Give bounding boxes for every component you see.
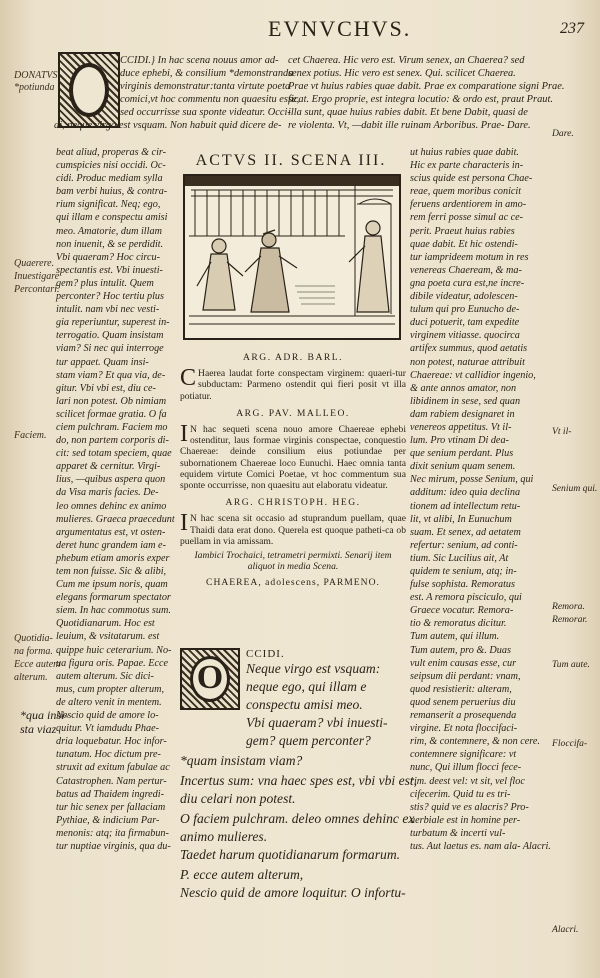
page-header	[0, 16, 600, 44]
commentary-line: Quotidianarum. Hoc est	[56, 618, 155, 630]
commentary-line: non inuenit, & se perdidit.	[56, 238, 164, 250]
commentary-line: leo omnes dehinc ex animo	[56, 500, 167, 512]
commentary-line: virginis demonstratur:tanta virtute poeta	[120, 81, 291, 92]
commentary-line: duce ephebi, & consilium *demonstranda	[120, 68, 294, 79]
commentary-line: dixit senium quam senem.	[410, 461, 516, 473]
commentary-line: Catastrophen. Nam pertur-	[56, 775, 167, 787]
marginal-note: Remora.	[552, 601, 585, 612]
commentary-line: quitur. Vt iamdudu Phae-	[56, 723, 159, 735]
verse-line: gem? quem perconter?	[246, 733, 371, 748]
commentary-line: qui illam e conspectu amisi	[56, 212, 168, 224]
commentary-line: turbatum & incerti vul-	[410, 827, 506, 839]
commentary-line: tus. Aut laetus es. nam ala- Alacri.	[410, 840, 551, 852]
commentary-line: gem? plus intulit. Quem	[56, 277, 154, 289]
commentary-line: artifex summus, quod aetatis	[410, 343, 528, 355]
commentary-line: senex potius. Hic vero est senex. Qui. scilicet Chaerea.	[288, 68, 516, 79]
commentary-line: est. A remora pisciculo, qui	[410, 592, 522, 604]
verse-line: Vbi quaeram? vbi inuesti-	[246, 715, 388, 730]
argument-text: IN hac sequeti scena nouo amore Chaereae ephebi ostenditur, laus formae virginis conspectae, conquestio Chaereae: deinde consilium eius potiundae per subornationem Chaereae loco Eunuchi. Haec omnia tanta equidem virtute Comici Poetae, vt hoc commentum sua sponte occurrisse, non quaesitu aut elaboratu videatur.	[180, 421, 406, 492]
argument-heading: ARG. CHRISTOPH. HEG.	[225, 497, 361, 509]
commentary-line: remanserit a prosequenda	[410, 710, 517, 722]
commentary-line: di, neque virgo est vsquam. Non habuit quid dicere de-	[54, 120, 282, 131]
commentary-line: tunatum. Hoc dictum pre-	[56, 749, 161, 761]
commentary-line: tur hic senex per fallaciam	[56, 801, 166, 813]
commentary-line: da Visa maris facies. De-	[56, 487, 159, 499]
commentary-line: mus, cum propter alterum,	[56, 683, 164, 695]
marginal-note: Remorar.	[552, 614, 588, 625]
marginal-note: *potiunda	[14, 82, 55, 93]
marginal-note: Tum aute.	[552, 659, 590, 670]
commentary-line: cifecerim. Quid tu es tri-	[410, 788, 511, 800]
commentary-line: Nescio quid de amore lo-	[56, 710, 159, 722]
commentary-line: dibile videatur, adolescen-	[410, 291, 518, 303]
commentary-line: ua figura oris. Papae. Ecce	[56, 657, 169, 669]
scene-arguments	[180, 346, 406, 589]
verse-line: Incertus sum: vna haec spes est, vbi vbi est,	[180, 773, 418, 788]
commentary-line: deret hunc grandem iam e-	[56, 539, 166, 551]
figure-center	[245, 230, 297, 312]
commentary-line: autem alterum. Sic dici-	[56, 670, 154, 682]
commentary-line: cit: sed totam speciem, quae	[56, 448, 172, 460]
verse-line: animo mulieres.	[180, 829, 268, 844]
commentary-line: reae, quem moribus conicit	[410, 186, 522, 198]
commentary-line: cet Chaerea. Hic vero est. Virum senex, an Chaerea? sed	[288, 55, 525, 66]
verse-line: Taedet harum quotidianarum formarum.	[180, 847, 401, 862]
commentary-line: apparet & cernitur. Virgi-	[56, 461, 161, 473]
commentary-line: comici,vt hoc commentu non quaesitu esse,	[120, 94, 300, 105]
commentary-line: lum. Pro vtinam Di dea-	[410, 435, 509, 447]
commentary-line: suam. Et senex, ad aetatem	[410, 526, 521, 538]
commentary-line: & ante annos amator, non	[410, 382, 517, 394]
marginal-note: Senium qui.	[552, 483, 598, 494]
commentary-line: cumspicies nisi occidi. Oc-	[56, 160, 166, 172]
commentary-line: fulse sophista. Remoratus	[410, 579, 515, 591]
commentary-line: scilicet formae gratia. O fa	[56, 408, 167, 420]
commentary-line: gna poeta cura est,ne incre-	[410, 277, 525, 289]
commentary-line: spectantis est. Vbi inuesti-	[56, 264, 163, 276]
commentary-line: tulum qui pro Eunucho de-	[410, 304, 520, 316]
verse-line: neque ego, qui illam e	[246, 679, 367, 694]
verse-line: diu celari non potest.	[180, 791, 296, 806]
woodcut-scene	[185, 176, 399, 338]
commentary-line: lius, —quibus aspera quon	[56, 474, 166, 486]
commentary-line: Cum me ipsum noris, quam	[56, 579, 168, 591]
marginal-note: Percontari.	[14, 284, 60, 295]
commentary-line: ut huius rabies quae dabit.	[410, 147, 519, 158]
commentary-right-column	[410, 146, 551, 853]
marginal-note: Faciem.	[14, 430, 47, 441]
commentary-line: Nec mirum, posse Senium, qui	[410, 474, 534, 486]
commentary-line: tium. Sic Lucilius ait, At	[410, 552, 509, 564]
commentary-line: Hic ex parte characteris in-	[410, 160, 524, 172]
commentary-top-left	[54, 54, 300, 132]
commentary-line: quae dabit. Et hic ostendi-	[410, 238, 518, 250]
commentary-line: gia reperiuntur, superest in-	[56, 317, 170, 329]
commentary-line: duci potuerit, tam expedite	[410, 317, 520, 329]
commentary-line: virgine. Et nota floccifaci-	[410, 723, 518, 735]
commentary-line: perit. Praeut huius rabies	[410, 225, 515, 237]
commentary-line: refertur: senium, ad conti-	[410, 539, 518, 551]
verse-line: P. ecce autem alterum,	[180, 867, 304, 882]
commentary-line: do, non partem corporis di-	[56, 435, 169, 447]
commentary-line: venereas Chaeream, & ma-	[410, 264, 522, 276]
figure-left	[197, 239, 243, 310]
woodcut-illustration	[183, 174, 401, 340]
commentary-line: ciem pulchram. Faciem mo	[56, 421, 168, 433]
argument-heading: ARG. PAV. MALLEO.	[236, 407, 350, 419]
commentary-line: dria loquebatur. Hoc infor-	[56, 736, 167, 748]
commentary-line: tur iamprideem motum in res	[410, 251, 529, 263]
handwritten-note-line: sta viaz	[20, 722, 57, 736]
commentary-line: tionem ad intellectum retu-	[410, 500, 521, 512]
commentary-line: siem. In hac commotus sum.	[56, 605, 171, 617]
commentary-line: quod senem peruerius diu	[410, 696, 516, 708]
commentary-line: nunc, Qui illum flocci fece-	[410, 762, 522, 774]
commentary-line: Pythiae, & indicium Par-	[56, 814, 160, 826]
commentary-line: tur nuptiae virginis, qua du-	[56, 840, 171, 852]
verse-line: conspectu amisi meo.	[246, 697, 363, 712]
commentary-line: tur appaet. Quam insi-	[56, 356, 149, 368]
argument-text: CHaerea laudat forte conspectam virginem: quaeri-tur subductam: Parmeno ostendit qui fieri posit vt illa potiatur.	[180, 365, 406, 402]
commentary-line: cidi. Produc mediam sylla	[56, 173, 163, 185]
commentary-line: meo. Amatorie, dum illam	[56, 225, 162, 237]
commentary-line: menonis: atq; ita firmabun-	[56, 827, 169, 839]
commentary-line: quippe huic ceterarium. No-	[56, 644, 172, 656]
commentary-line: seipsum dii perdant: vnam,	[410, 670, 521, 682]
personae-line: CHAEREA, adolescens, PARMENO.	[206, 577, 380, 589]
commentary-line: Tum autem, pro &. Duas	[410, 644, 511, 656]
page-number: 237	[560, 20, 584, 37]
commentary-line: rem ferri posse simul ac ce-	[410, 212, 524, 224]
commentary-left-column	[56, 146, 174, 853]
commentary-line: Chaereae: vt callidior ingenio,	[410, 369, 536, 381]
decorated-initial: O	[180, 648, 240, 710]
commentary-line: Graece vocatur. Remora-	[410, 605, 514, 617]
speaker-line: CCIDI.	[246, 648, 285, 660]
commentary-line: lari non potest. Ob nimiam	[56, 395, 167, 407]
commentary-line: feruens ardentiorem in amo-	[410, 199, 527, 211]
marginal-note: Vt il-	[552, 426, 572, 437]
commentary-line: Tum autem, qui illum.	[410, 631, 500, 643]
marginal-note: Quotidia-	[14, 633, 53, 644]
argument-heading: ARG. ADR. BARL.	[242, 352, 344, 363]
commentary-line: stis? quid ve es alacris? Pro-	[410, 801, 529, 813]
commentary-line: re violenta. Vt, —dabit ille ruinam Arboribus. Prae- Dare.	[288, 120, 531, 131]
commentary-line: non potest, naturae attribuit	[410, 356, 525, 368]
commentary-line: quidem te senium, atq; in-	[410, 566, 517, 577]
commentary-line: additum: ideo quia declina	[410, 487, 521, 499]
marginal-note: Quaerere.	[14, 258, 55, 269]
commentary-line: scius quide est persona Chae-	[410, 173, 533, 185]
marginal-note: Ecce autem	[14, 659, 61, 670]
commentary-top-right	[288, 54, 565, 132]
commentary-line: bam verbi huius, & contra-	[56, 186, 168, 198]
commentary-line: Prae vt huius rabies quae dabit. Prae ex comparatione signi Prae.	[288, 81, 565, 92]
commentary-line: lit, vt alibi, In Eunuchum	[410, 513, 512, 525]
verse-line: O faciem pulchram. deleo omnes dehinc ex	[180, 811, 415, 826]
commentary-line: gitur. Vbi vbi est, diu ce-	[56, 382, 156, 394]
verse-line: Neque virgo est vsquam:	[246, 661, 381, 676]
marginal-note: Inuestigare	[14, 271, 60, 282]
commentary-line: terrogatio. Quam insistam	[56, 330, 164, 342]
decorated-initial-top	[58, 52, 120, 128]
commentary-line: de altero venit in mentem.	[56, 696, 162, 708]
commentary-line: beat aliud, properas & cir-	[56, 147, 167, 158]
commentary-line: quod resistierit: alteram,	[410, 683, 512, 695]
act-scene-title: ACTVS II. SCENA III.	[195, 152, 387, 169]
marginal-note: DONATVS	[14, 70, 58, 81]
marginal-note: Dare.	[552, 128, 574, 139]
commentary-line: CCIDI.} In hac scena nouus amor ad-	[120, 55, 279, 66]
commentary-line: vult enim causas esse, cur	[410, 657, 517, 669]
commentary-line: tio & remoratus dicitur.	[410, 618, 507, 630]
commentary-line: struxit ad exitum fabulae ac	[56, 762, 170, 774]
verse-line: Nescio quid de amore loquitur. O infortu-	[180, 885, 406, 900]
commentary-line: batus ad Thaidem ingredi-	[56, 788, 165, 800]
marginal-note: Floccifa-	[552, 738, 588, 749]
commentary-line: viam? Si nec qui interroge	[56, 343, 164, 355]
commentary-line: Vbi quaeram? Hoc circu-	[56, 251, 161, 263]
argument-text: IN hac scena sit occasio ad stuprandum puellam, quae Thaidi data erat dono. Querela est quoque patheti-ca ob puellam in via amissam.	[180, 510, 406, 547]
commentary-line: intulit. nam vbi nec vesti-	[56, 304, 160, 316]
commentary-line: libidinem in sese, sed quan	[410, 395, 521, 407]
commentary-line: perconter? Hoc tertiu plus	[56, 291, 164, 303]
commentary-line: rium significat. Neq; ego,	[56, 199, 161, 211]
commentary-line: que senium perdant. Plus	[410, 448, 514, 460]
commentary-line: contemnere significare: vt	[410, 749, 517, 761]
handwritten-note-line: *qua insi-	[20, 708, 69, 722]
commentary-line: argumentatus est, vt osten-	[56, 526, 166, 538]
meter-note: Iambici Trochaici, tetrametri permixti. Senarij item aliquot in media Scena.	[194, 550, 392, 573]
commentary-line: sed occurrisse sua sponte videatur. Occi-	[120, 107, 291, 118]
marginal-note: Alacri.	[552, 924, 579, 935]
commentary-line: rim. deest vel: vt sit, vel floc	[410, 775, 525, 787]
commentary-line: dam rabiem designaret in	[410, 408, 515, 420]
commentary-line: venereos appetitus. Vt il-	[410, 421, 512, 433]
commentary-line: ficat. Ergo proprie, est integra locutio: & ordo est, praut Praut.	[288, 94, 553, 105]
commentary-line: tem non fuisse. Sic & alibi,	[56, 566, 167, 577]
commentary-line: rim, & contemnere, & non cere.	[410, 736, 540, 748]
commentary-line: elegans formarum spectator	[56, 592, 171, 604]
commentary-line: leuium, & vsitatarum. est	[56, 631, 160, 643]
commentary-line: stam viam? Et qua via, de-	[56, 369, 166, 381]
commentary-line: mulieres. Graeca praecedunt	[56, 513, 175, 525]
commentary-line: virginem vitiasse. quocirca	[410, 330, 520, 342]
marginal-note: alterum.	[14, 672, 48, 683]
commentary-line: phebum etiam amoris exper	[56, 552, 170, 564]
verse-line: *quam insistam viam?	[180, 753, 303, 768]
commentary-line: uerbiale est in homine per-	[410, 814, 521, 826]
running-title: EVNVCHVS.	[268, 16, 412, 41]
marginal-note: na forma.	[14, 646, 53, 657]
commentary-line: illa sunt, quae huius rabies dabit. Et bene Dabit, quasi de	[288, 107, 528, 118]
